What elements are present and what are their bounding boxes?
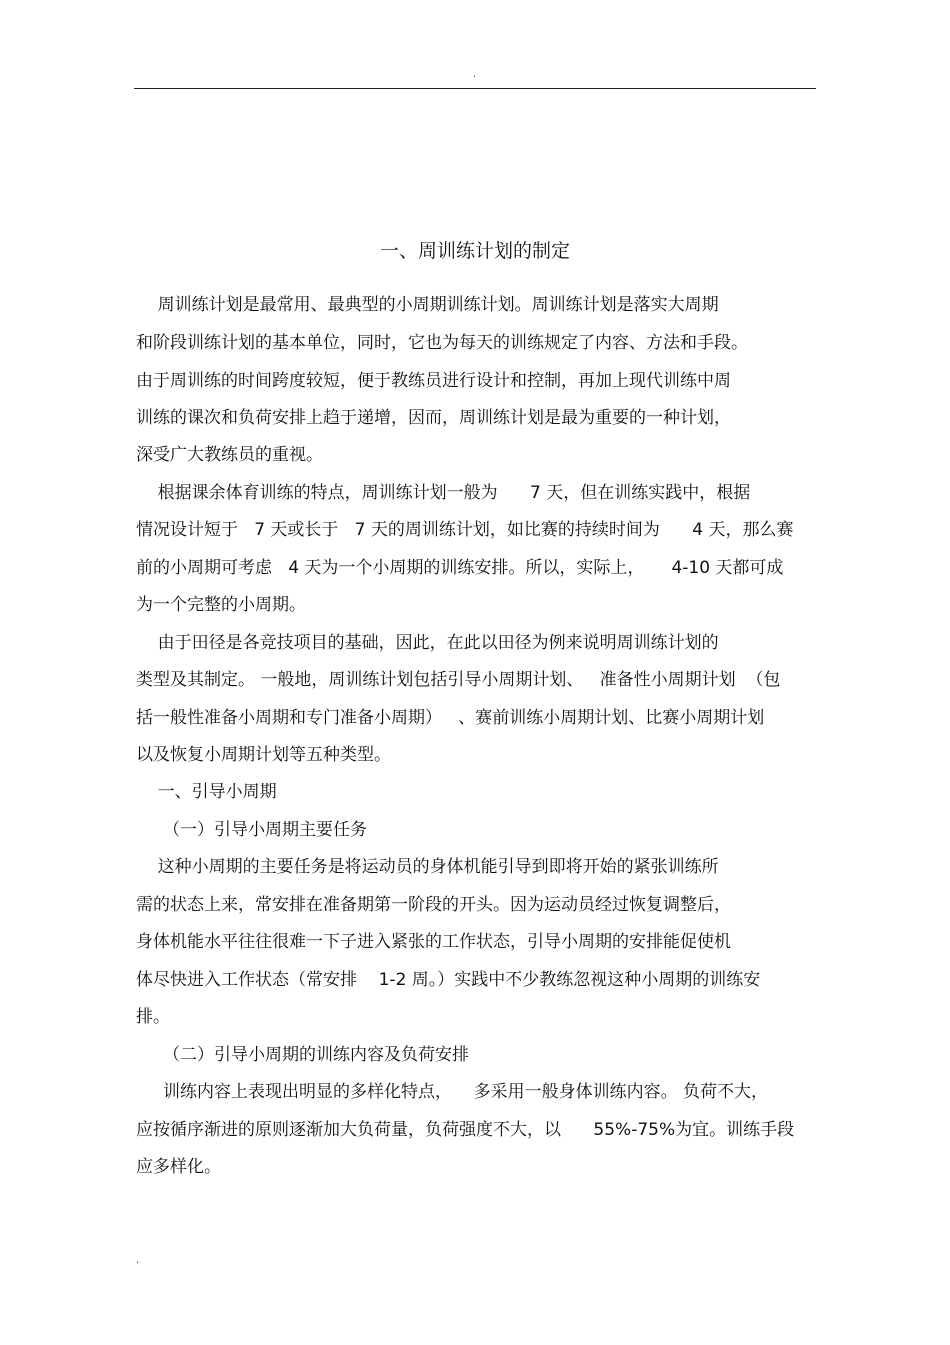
body-line: 根据课余体育训练的特点，周训练计划一般为 7 天，但在训练实践中，根据	[136, 483, 751, 503]
subheading: （二）引导小周期的训练内容及负荷安排	[136, 1045, 470, 1065]
header-mark: .	[473, 69, 477, 80]
subheading: （一）引导小周期主要任务	[136, 820, 368, 840]
body-line: 排。	[136, 1007, 170, 1027]
body-line: 类型及其制定。 一般地，周训练计划包括引导小周期计划、 准备性小周期计划 （包	[136, 670, 781, 690]
body-line: 括一般性准备小周期和专门准备小周期） 、赛前训练小周期计划、比赛小周期计划	[136, 708, 765, 728]
body-line: 体尽快进入工作状态（常安排 1-2 周。）实践中不少教练忽视这种小周期的训练安	[136, 970, 761, 990]
subheading: 一、引导小周期	[136, 782, 277, 802]
body-line: 应按循序渐进的原则逐渐加大负荷量，负荷强度不大，以 55%-75%为宜。训练手段	[136, 1120, 795, 1140]
body-line: 应多样化。	[136, 1157, 221, 1177]
body-line: 身体机能水平往往很难一下子进入紧张的工作状态，引导小周期的安排能促使机	[136, 932, 731, 952]
body-line: 由于田径是各竞技项目的基础，因此，在此以田径为例来说明周训练计划的	[136, 633, 719, 653]
body-line: 训练的课次和负荷安排上趋于递增，因而，周训练计划是最为重要的一种计划，	[136, 408, 731, 428]
body-line: 周训练计划是最常用、最典型的小周期训练计划。周训练计划是落实大周期	[136, 295, 719, 315]
body-line: 以及恢复小周期计划等五种类型。	[136, 745, 391, 765]
body-line: 需的状态上来，常安排在准备期第一阶段的开头。因为运动员经过恢复调整后，	[136, 895, 731, 915]
body-line: 前的小周期可考虑 4 天为一个小周期的训练安排。所以，实际上， 4-10 天都可成	[136, 558, 784, 578]
header-rule	[134, 88, 816, 89]
body-line: 和阶段训练计划的基本单位，同时，它也为每天的训练规定了内容、方法和手段。	[136, 333, 748, 353]
section-title: 一、周训练计划的制定	[379, 240, 570, 262]
body-line: 这种小周期的主要任务是将运动员的身体机能引导到即将开始的紧张训练所	[136, 857, 719, 877]
footer-mark: .	[136, 1255, 140, 1266]
body-line: 深受广大教练员的重视。	[136, 445, 323, 465]
body-line: 训练内容上表现出明显的多样化特点， 多采用一般身体训练内容。 负荷不大，	[136, 1082, 769, 1102]
body-line: 由于周训练的时间跨度较短，便于教练员进行设计和控制，再加上现代训练中周	[136, 371, 731, 391]
body-line: 为一个完整的小周期。	[136, 595, 306, 615]
body-line: 情况设计短于 7 天或长于 7 天的周训练计划，如比赛的持续时间为 4 天，那么赛	[136, 520, 794, 540]
